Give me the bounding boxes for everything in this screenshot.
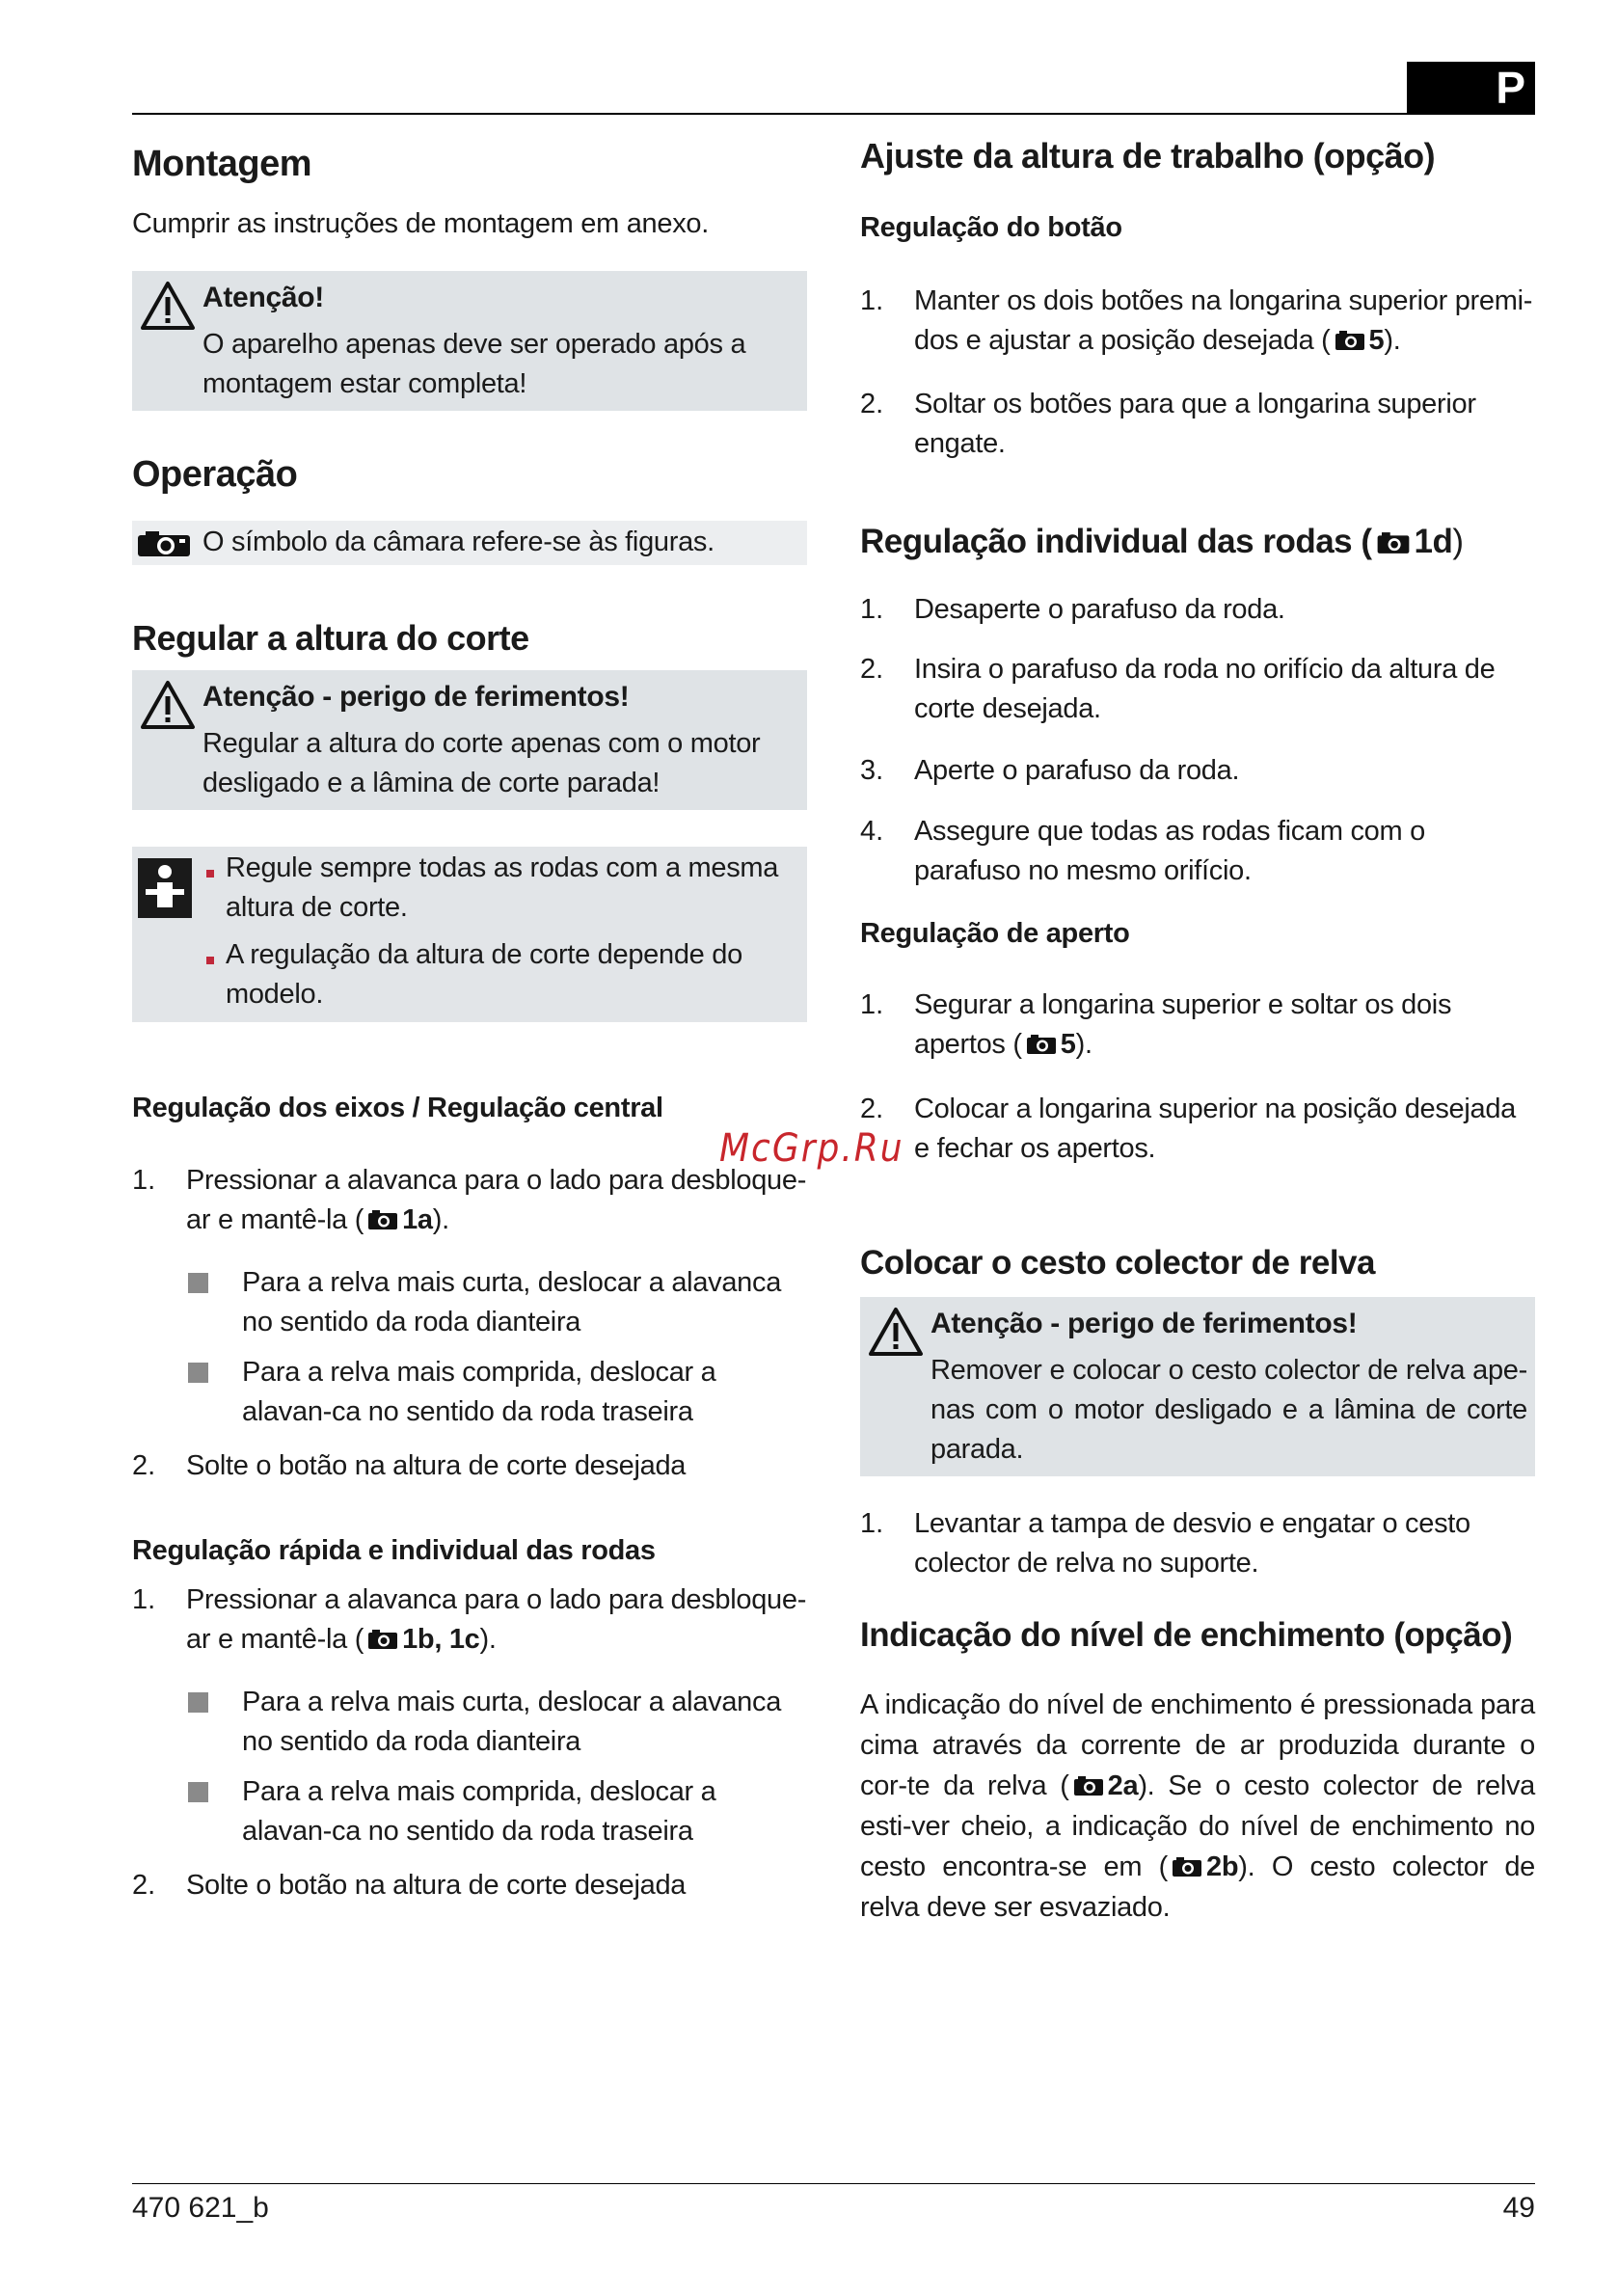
section-montagem	[132, 143, 807, 185]
camera-note-text: O símbolo da câmara refere-se às figuras.	[202, 527, 715, 557]
watermark: McGrp.Ru	[719, 1126, 904, 1171]
language-tab	[1407, 62, 1535, 114]
attention-title: Atenção - perigo de ferimentos!	[202, 681, 630, 713]
footer-doc-number: 470 621_b	[132, 2192, 269, 2224]
square-bullet	[188, 1363, 208, 1383]
step-number: 4.	[860, 816, 884, 847]
language-code: P	[1496, 63, 1525, 113]
camera-icon	[367, 1629, 398, 1650]
camera-icon	[1026, 1034, 1057, 1055]
camera-icon	[367, 1209, 398, 1230]
bullet-marker	[206, 870, 214, 878]
info-box	[132, 847, 807, 1022]
figure-ref: 2b	[1206, 1851, 1239, 1882]
indicacao-heading: Indicação do nível de enchimento (opção)	[860, 1616, 1513, 1654]
attention-title: Atenção - perigo de ferimentos!	[930, 1308, 1358, 1339]
eixos-sub-1	[132, 1263, 807, 1342]
step-text: Pressionar a alavanca para o lado para desbloque-ar e mantê-la ( 1a).	[186, 1165, 807, 1235]
figure-ref: 1d	[1414, 523, 1453, 560]
camera-note-box	[132, 521, 807, 565]
attention-box-assembly	[132, 271, 807, 411]
rapida-heading: Regulação rápida e individual das rodas	[132, 1535, 656, 1566]
individual-step-4	[860, 812, 1535, 891]
info-icon	[138, 858, 192, 918]
step-number: 1.	[860, 285, 884, 316]
camera-icon	[1073, 1775, 1104, 1796]
step-text: Manter os dois botões na longarina superior premi-dos e ajustar a posição desejada ( 5).	[914, 285, 1533, 356]
botao-heading: Regulação do botão	[860, 212, 1122, 243]
attention-box-cut-height	[132, 670, 807, 810]
cesto-heading: Colocar o cesto colector de relva	[860, 1244, 1375, 1282]
step-number: 2.	[860, 1094, 884, 1124]
info-bullet-1: Regule sempre todas as rodas com a mesma altura de corte.	[226, 852, 779, 923]
operacao-heading: Operação	[132, 454, 298, 495]
square-bullet	[188, 1782, 208, 1802]
attention-text: O aparelho apenas deve ser operado após a montagem estar completa!	[202, 329, 746, 399]
aperto-step-2	[860, 1090, 1535, 1169]
individual-step-1	[860, 590, 1535, 630]
camera-icon	[1172, 1856, 1202, 1877]
bullet-marker	[206, 957, 214, 964]
step-number: 1.	[132, 1584, 156, 1615]
step-text: Desaperte o parafuso da roda.	[914, 594, 1285, 625]
attention-text: Regular a altura do corte apenas com o motor desligado e a lâmina de corte parada!	[202, 728, 761, 798]
header-rule	[132, 113, 1535, 115]
step-number: 1.	[860, 1508, 884, 1539]
sub-text: Para a relva mais curta, deslocar a alavanca no sentido da roda dianteira	[242, 1267, 782, 1337]
step-number: 1.	[860, 989, 884, 1020]
square-bullet	[188, 1273, 208, 1293]
figure-ref: 5	[1060, 1029, 1076, 1060]
step-text: Soltar os botões para que a longarina superior engate.	[914, 389, 1476, 459]
camera-icon	[136, 529, 192, 558]
aperto-heading: Regulação de aperto	[860, 918, 1130, 949]
step-number: 1.	[860, 594, 884, 625]
botao-step-1	[860, 282, 1535, 368]
step-text: Pressionar a alavanca para o lado para desbloque-ar e mantê-la ( 1b, 1c).	[186, 1584, 807, 1655]
indicacao-text: A indicação do nível de enchimento é pressionada para cima através da corrente de ar produzida durante o cor-te da relva ( 2a). Se o cesto colector de relva esti-ver cheio, a indicação do nível de enchimento no cesto encontra-se em ( 2b). O cesto colector de relva deve ser esvaziado.	[860, 1689, 1535, 1923]
step-text: Colocar a longarina superior na posição desejada e fechar os apertos.	[914, 1094, 1517, 1164]
individual-heading: Regulação individual das rodas ( 1d)	[860, 523, 1464, 560]
figure-ref: 2a	[1107, 1770, 1139, 1801]
info-bullet-2: A regulação da altura de corte depende do modelo.	[226, 939, 742, 1010]
step-number: 2.	[860, 654, 884, 685]
figure-ref: 5	[1368, 325, 1385, 356]
footer-page-number: 49	[1502, 2192, 1535, 2224]
step-number: 3.	[860, 755, 884, 786]
rapida-step-2	[132, 1866, 807, 1905]
step-number: 2.	[860, 389, 884, 419]
footer-rule	[132, 2183, 1535, 2184]
warning-triangle-icon	[140, 680, 196, 730]
eixos-step-1	[132, 1161, 807, 1248]
step-text: Assegure que todas as rodas ficam com o parafuso no mesmo orifício.	[914, 816, 1425, 886]
attention-box-collector	[860, 1297, 1535, 1476]
step-text: Insira o parafuso da roda no orifício da altura de corte desejada.	[914, 654, 1496, 724]
figure-ref: 1b, 1c	[402, 1624, 480, 1655]
square-bullet	[188, 1692, 208, 1713]
step-text: Solte o botão na altura de corte desejada	[186, 1450, 687, 1481]
step-number: 2.	[132, 1870, 156, 1901]
warning-triangle-icon	[140, 281, 196, 331]
eixos-sub-2	[132, 1353, 807, 1432]
figure-ref: 1a	[402, 1204, 433, 1235]
eixos-step-2	[132, 1446, 807, 1486]
step-number: 2.	[132, 1450, 156, 1481]
individual-step-3	[860, 751, 1535, 791]
montagem-text: Cumprir as instruções de montagem em anexo.	[132, 208, 709, 239]
montagem-heading: Montagem	[132, 144, 311, 184]
aperto-step-1	[860, 986, 1535, 1072]
step-number: 1.	[132, 1165, 156, 1196]
step-text: Segurar a longarina superior e soltar os dois apertos ( 5).	[914, 989, 1452, 1060]
botao-step-2	[860, 385, 1535, 464]
attention-text: Remover e colocar o cesto colector de relva ape-nas com o motor desligado e a lâmina de corte parada.	[930, 1355, 1527, 1465]
step-text: Aperte o parafuso da roda.	[914, 755, 1240, 786]
sub-text: Para a relva mais comprida, deslocar a alavan-ca no sentido da roda traseira	[242, 1357, 716, 1427]
rapida-sub-1	[132, 1683, 807, 1762]
step-text: Levantar a tampa de desvio e engatar o cesto colector de relva no suporte.	[914, 1508, 1470, 1579]
rapida-step-1	[132, 1580, 807, 1667]
camera-icon	[1376, 531, 1411, 554]
individual-step-2	[860, 650, 1535, 729]
rapida-sub-2	[132, 1772, 807, 1851]
sub-text: Para a relva mais comprida, deslocar a alavan-ca no sentido da roda traseira	[242, 1776, 716, 1847]
step-text: Solte o botão na altura de corte desejada	[186, 1870, 687, 1901]
cesto-step-1	[860, 1504, 1535, 1583]
warning-triangle-icon	[868, 1307, 924, 1357]
sub-text: Para a relva mais curta, deslocar a alavanca no sentido da roda dianteira	[242, 1687, 782, 1757]
ajuste-heading: Ajuste da altura de trabalho (opção)	[860, 136, 1436, 176]
regular-heading: Regular a altura do corte	[132, 618, 529, 658]
camera-icon	[1335, 330, 1365, 351]
attention-title: Atenção!	[202, 282, 324, 313]
eixos-heading: Regulação dos eixos / Regulação central	[132, 1093, 663, 1123]
